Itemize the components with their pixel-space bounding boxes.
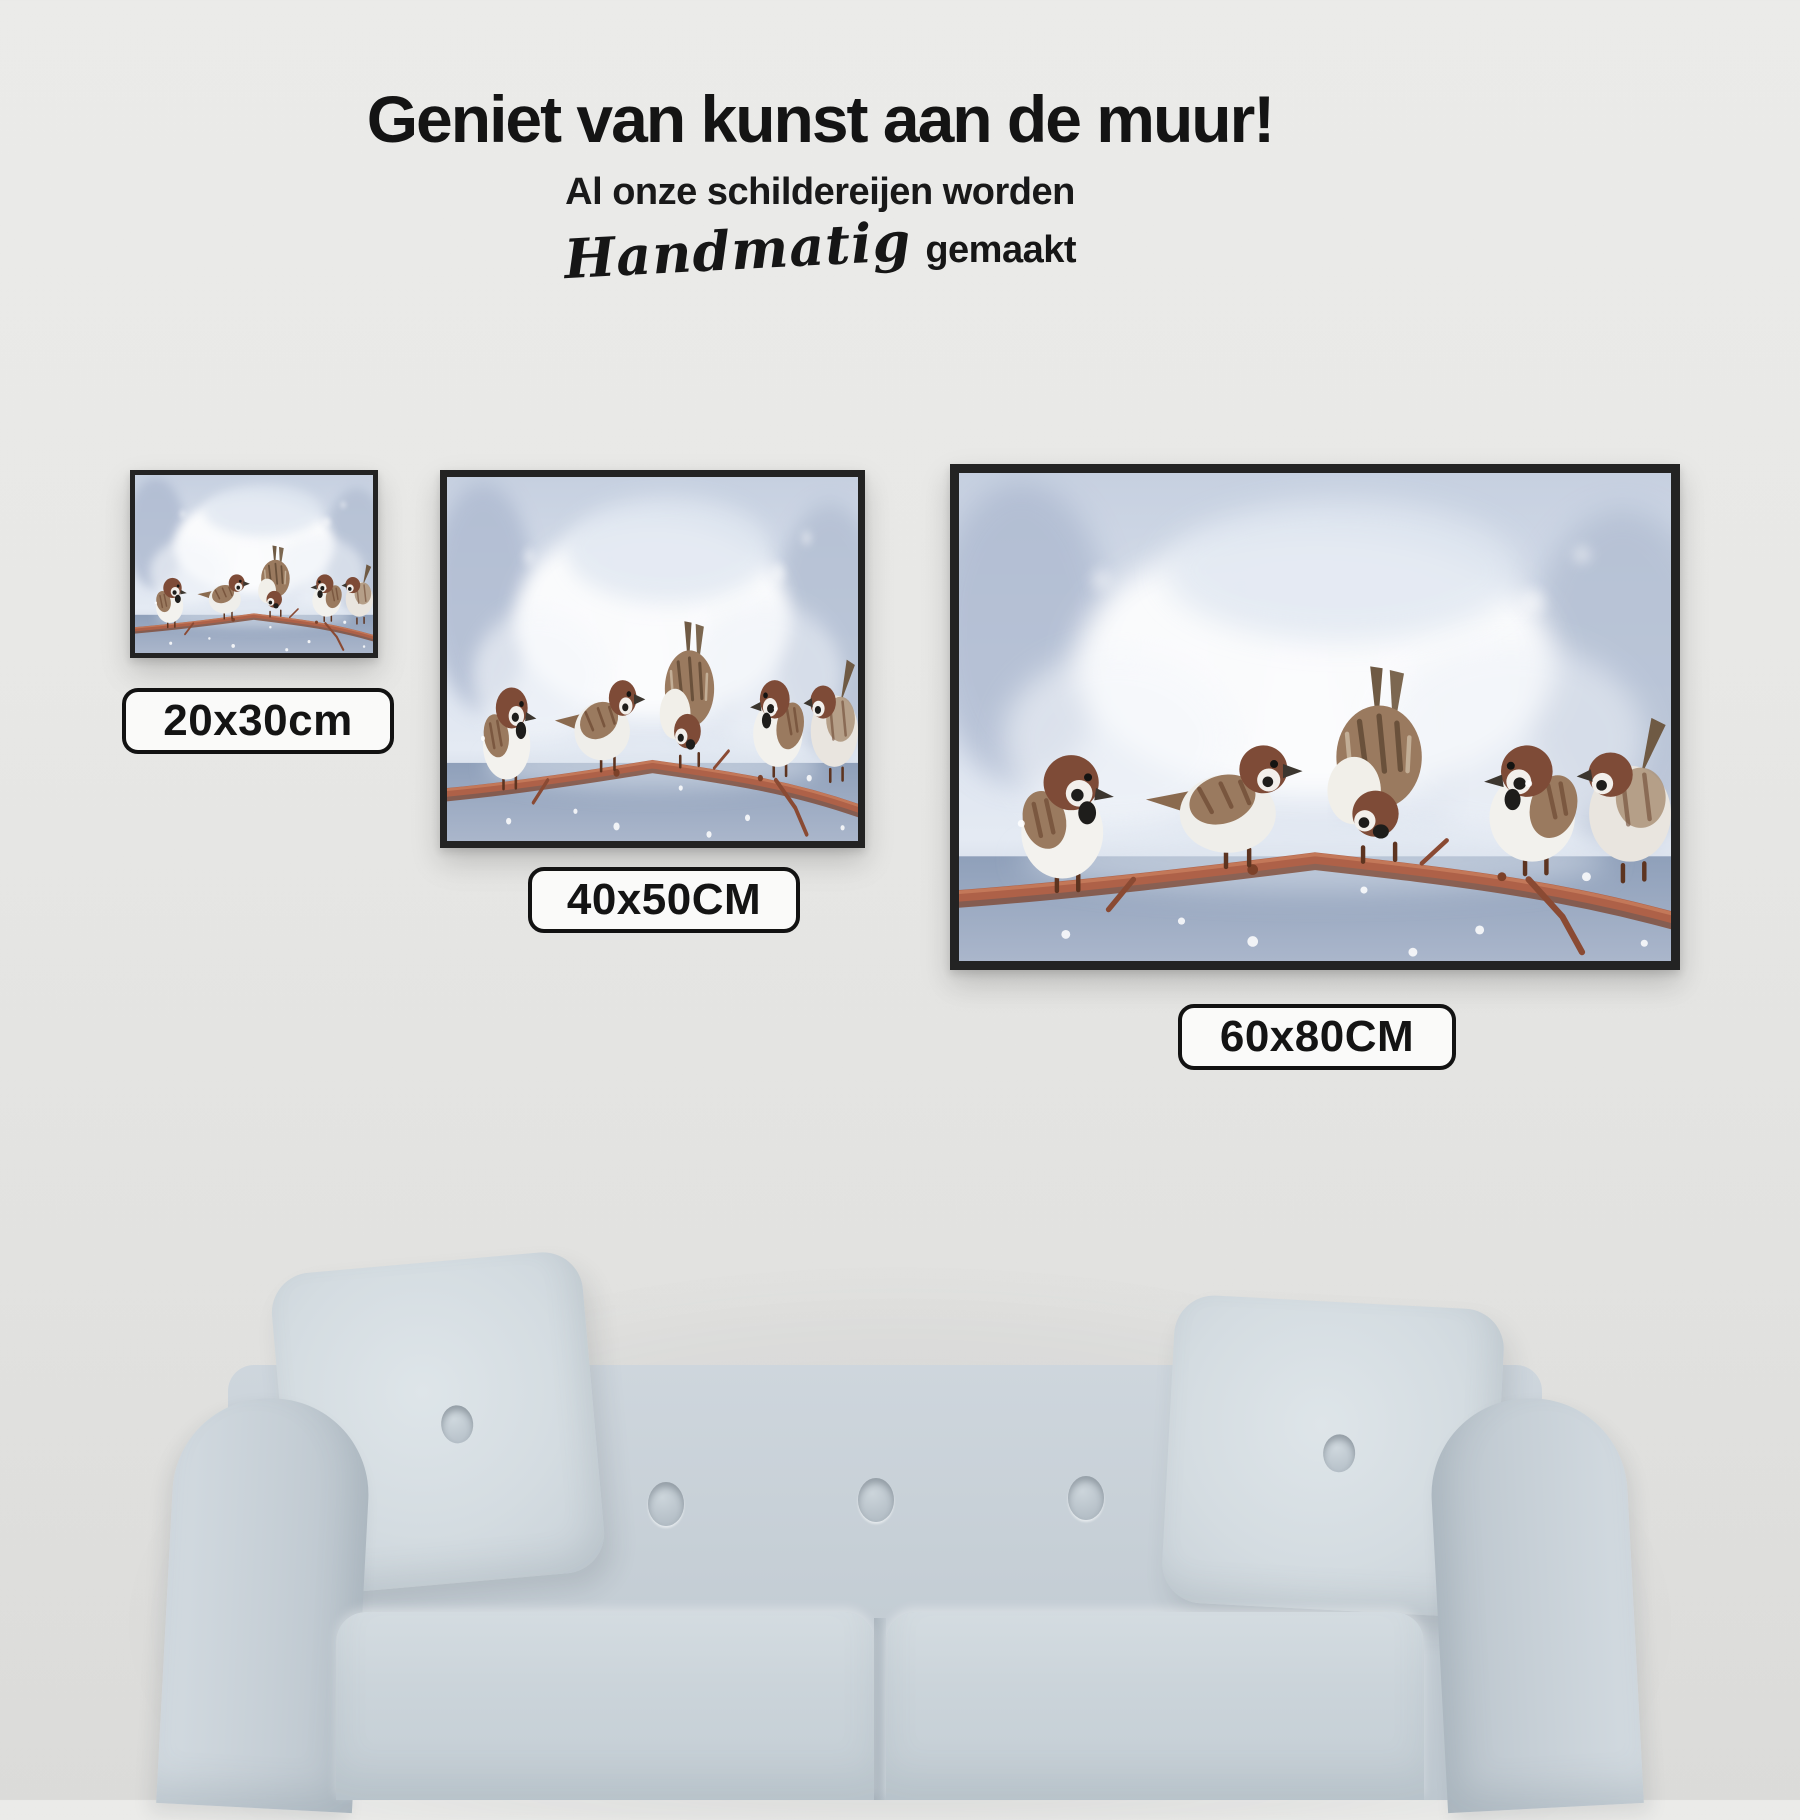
handmade-line <box>0 209 1640 292</box>
sofa-arm-right <box>1427 1393 1644 1813</box>
size-label-20x30cm[interactable]: 20x30cm <box>122 688 394 754</box>
artwork-winter-sparrows-large <box>959 473 1671 961</box>
handwritten-word: Handmatig <box>562 209 913 292</box>
sofa-seat-cushion-left <box>336 1612 874 1800</box>
subtitle: Al onze schildereijen worden <box>565 171 1075 214</box>
frame-40x50 <box>440 470 865 848</box>
pillow-button <box>440 1404 475 1445</box>
sofa-cushion-seam <box>874 1618 886 1800</box>
sofa-tuft-button <box>1068 1476 1104 1520</box>
heading <box>0 82 1640 292</box>
artwork-winter-sparrows-small <box>135 475 373 653</box>
size-label-60x80cm[interactable]: 60x80CM <box>1178 1004 1456 1070</box>
sofa-seat-cushion-right <box>886 1612 1424 1800</box>
sofa-tuft-button <box>648 1482 684 1526</box>
size-label-40x50cm[interactable]: 40x50CM <box>528 867 800 933</box>
frame-60x80 <box>950 464 1680 970</box>
frame-20x30 <box>130 470 378 658</box>
sofa-tuft-button <box>858 1478 894 1522</box>
artwork-winter-sparrows-medium <box>447 477 858 841</box>
handwritten-suffix: gemaakt <box>925 228 1077 271</box>
page-title: Geniet van kunst aan de muur! <box>366 82 1274 156</box>
pillow-button <box>1322 1434 1356 1474</box>
